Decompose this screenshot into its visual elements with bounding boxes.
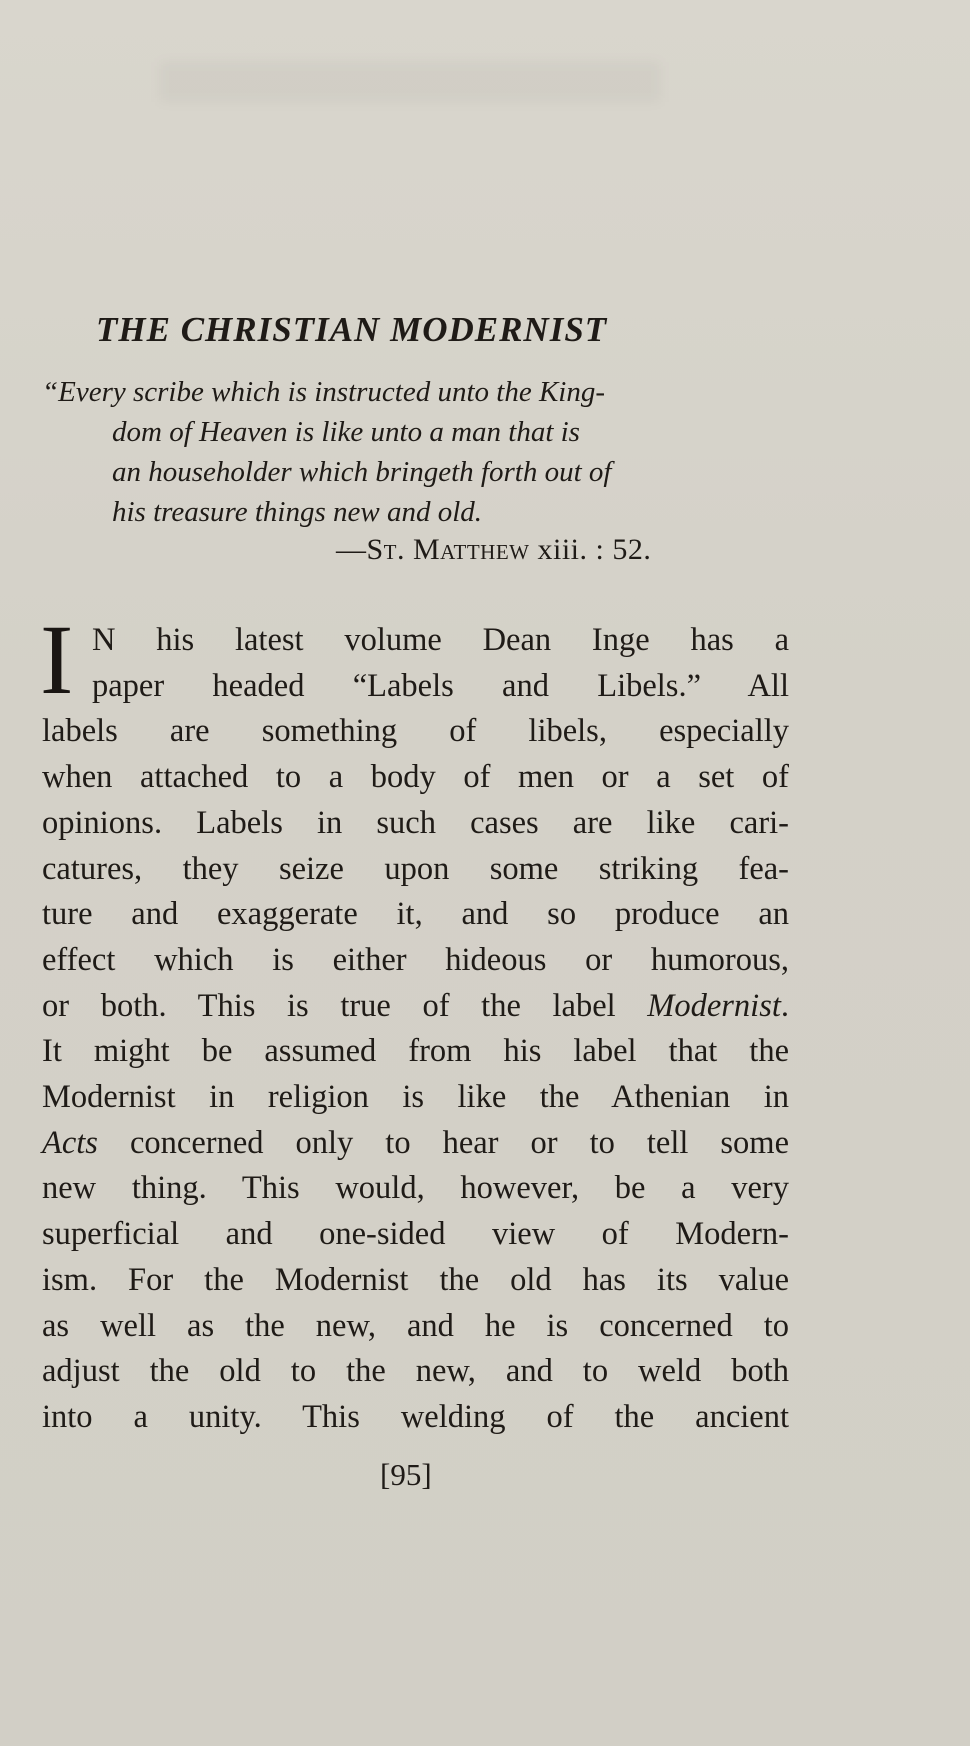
body-line: It might be assumed from his label that the: [42, 1033, 789, 1070]
attribution-source: —St. Matthew: [336, 533, 530, 566]
body-text: [42, 618, 789, 1441]
body-line: effect which is either hideous or humorous,: [42, 941, 789, 978]
epigraph-line: dom of Heaven is like unto a man that is: [112, 416, 580, 448]
body-line: Modernist in religion is like the Athenian in: [42, 1079, 789, 1116]
epigraph-line: “Every scribe which is instructed unto the King-: [42, 376, 606, 408]
body-line: ture and exaggerate it, and so produce an: [42, 896, 789, 933]
body-line: N his latest volume Dean Inge has a: [92, 622, 789, 658]
epigraph: [42, 372, 611, 532]
body-line: as well as the new, and he is concerned to: [42, 1307, 789, 1344]
epigraph-attribution: [336, 533, 651, 567]
chapter-title: THE CHRISTIAN MODERNIST: [96, 310, 608, 349]
body-line: opinions. Labels in such cases are like cari-: [42, 804, 789, 841]
epigraph-line: his treasure things new and old.: [112, 496, 483, 528]
drop-cap: I: [40, 604, 74, 715]
body-line: labels are something of libels, especially: [42, 713, 789, 750]
body-line: Acts concerned only to hear or to tell some: [42, 1124, 789, 1161]
body-line: into a unity. This welding of the ancient: [42, 1398, 789, 1435]
body-line: adjust the old to the new, and to weld both: [42, 1353, 789, 1390]
body-line: when attached to a body of men or a set of: [42, 759, 789, 796]
body-line: ism. For the Modernist the old has its value: [42, 1261, 789, 1298]
attribution-reference: xiii. : 52.: [529, 533, 652, 566]
body-line: catures, they seize upon some striking fea-: [42, 850, 789, 887]
page-number: [95]: [380, 1457, 432, 1492]
body-line: new thing. This would, however, be a very: [42, 1170, 789, 1207]
body-line: paper headed “Labels and Libels.” All: [92, 667, 789, 704]
body-line: or both. This is true of the label Modernist.: [42, 987, 789, 1024]
body-line: superficial and one-sided view of Modern-: [42, 1216, 789, 1253]
epigraph-line: an householder which bringeth forth out of: [112, 456, 612, 488]
bleed-through-shadow: [160, 62, 660, 102]
